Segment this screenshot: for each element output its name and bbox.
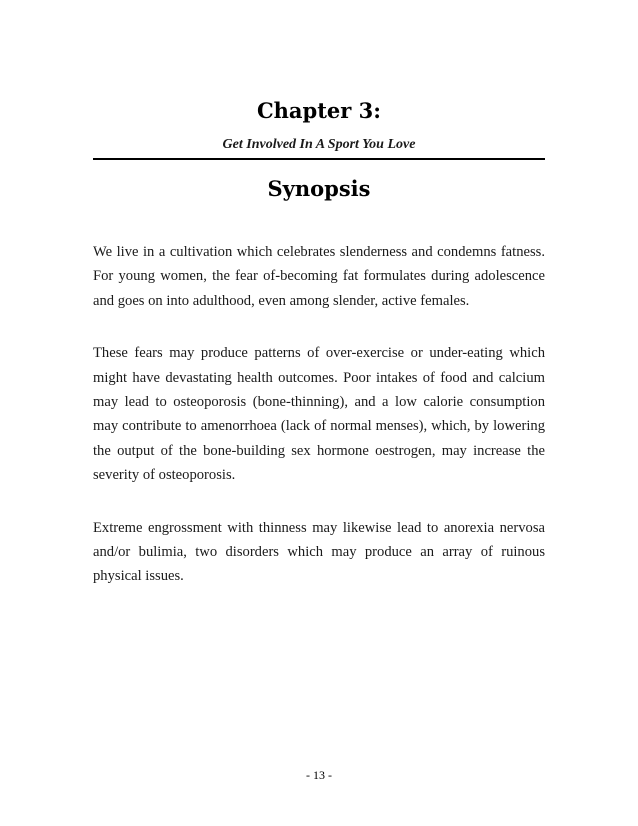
body-text <box>93 240 545 617</box>
paragraph-1: We live in a cultivation which celebrates slenderness and condemns fatness. For young women, the fear of-becoming fat formulates during adolescence and goes on into adulthood, even among slender, active females. <box>93 244 545 309</box>
section-heading: Synopsis <box>267 176 371 201</box>
title-divider <box>93 158 545 160</box>
paragraph-3: Extreme engrossment with thinness may likewise lead to anorexia nervosa and/or bulimia, two disorders which may produce an array of ruinous physical issues. <box>93 519 545 585</box>
chapter-subtitle: Get Involved In A Sport You Love <box>222 137 416 152</box>
paragraph-2: These fears may produce patterns of over-exercise or under-eating which might have devastating health outcomes. Poor intakes of food and calcium may lead to osteoporosis (bone-thinning), and a low calorie consumption may contribute to amenorrhoea (lack of normal menses), which, by lowering the output of the bone-building sex hormone oestrogen, may increase the severity of osteoporosis. <box>93 345 545 484</box>
page-number: - 13 - <box>306 768 332 782</box>
chapter-title: Chapter 3: <box>256 98 382 123</box>
